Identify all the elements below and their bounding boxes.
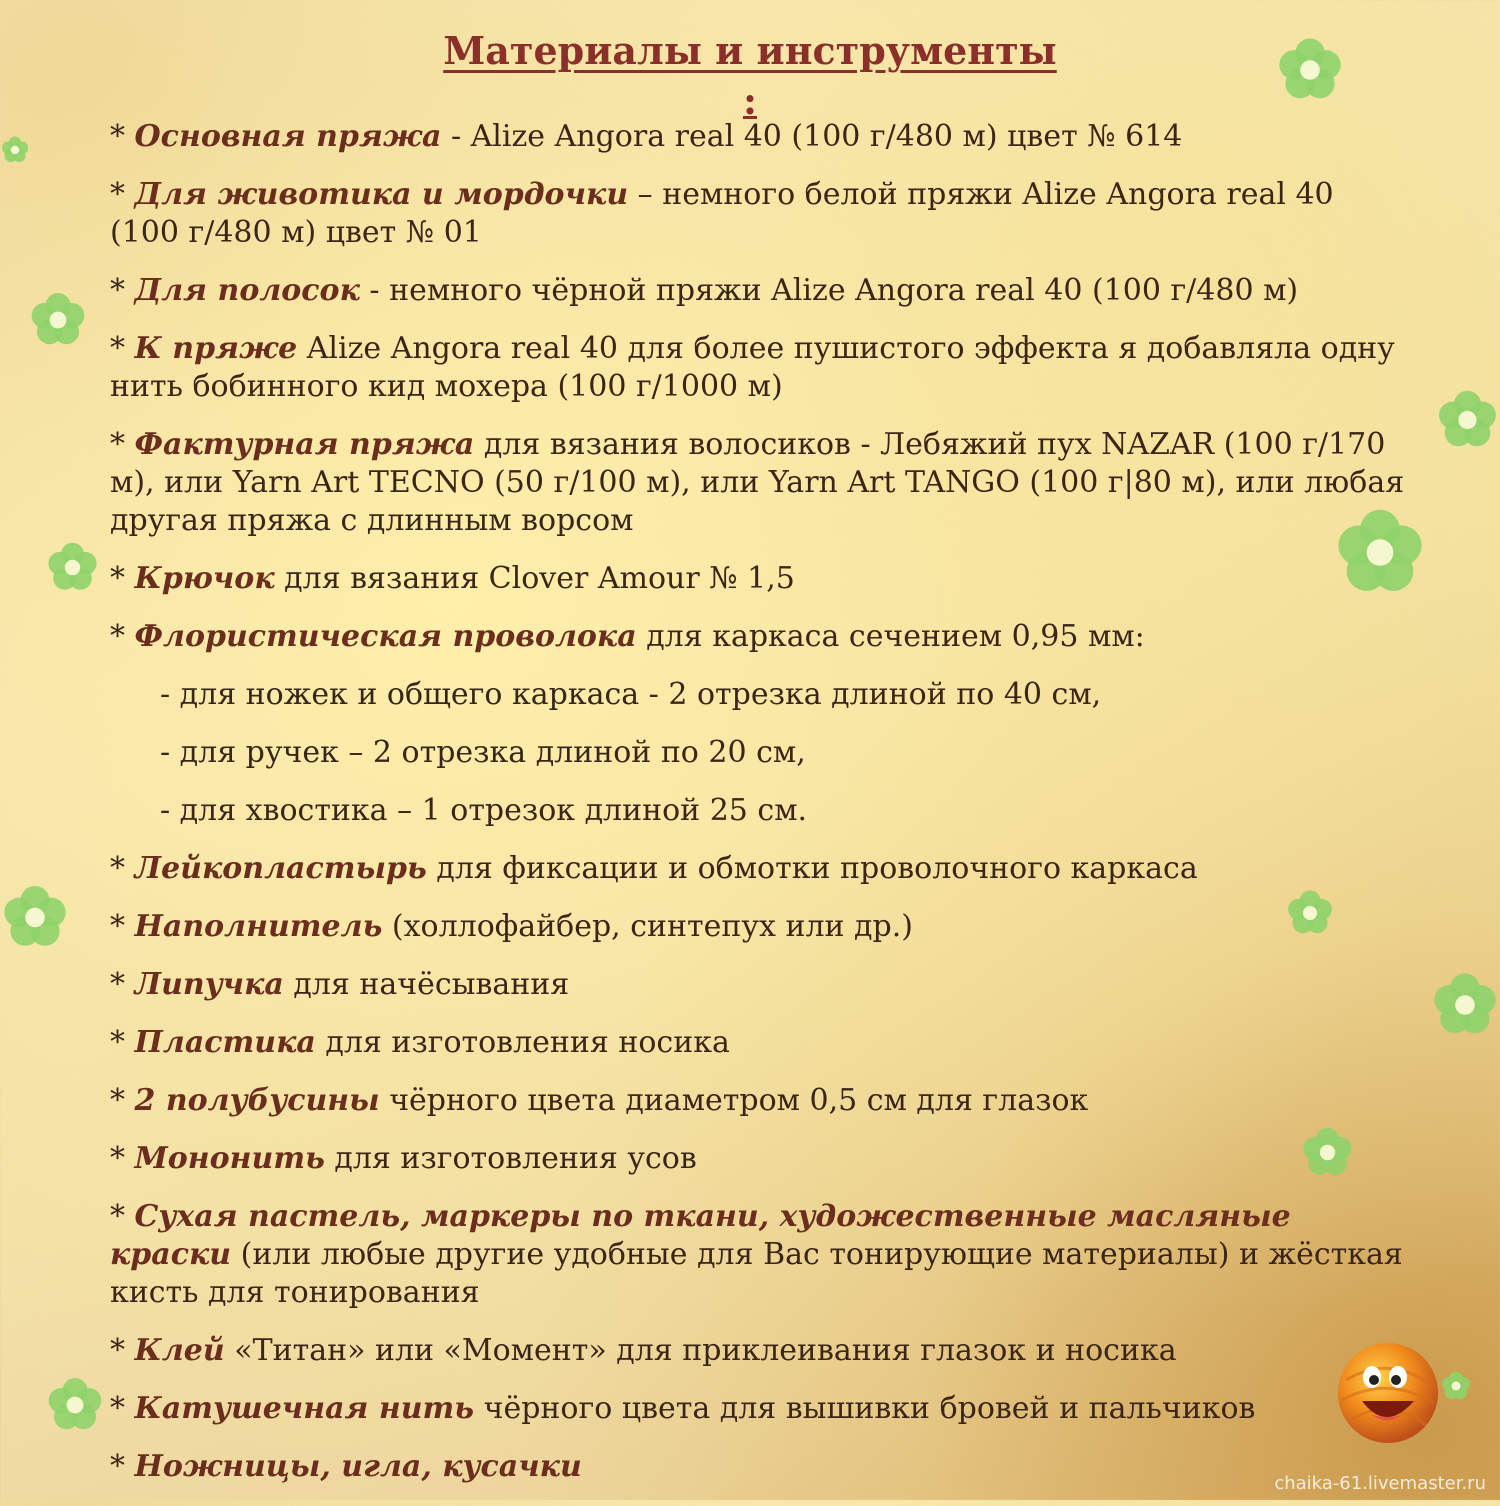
sub-item-text: - для ножек и общего каркаса - 2 отрезка длиной по 40 см, <box>160 677 1102 712</box>
item-term: Наполнитель <box>134 909 383 944</box>
bullet-star: * <box>110 561 135 596</box>
item-text: чёрного цвета для вышивки бровей и пальчиков <box>474 1391 1256 1426</box>
list-item <box>110 426 1410 540</box>
bullet-star: * <box>110 1199 135 1234</box>
item-text: - Alize Angora real 40 (100 г/480 м) цвет № 614 <box>441 119 1183 154</box>
list-item <box>110 966 1410 1004</box>
item-text: – немного белой пряжи Alize Angora real 40 (100 г/480 м) цвет № 01 <box>110 177 1334 250</box>
flower-icon <box>45 1375 105 1435</box>
item-term: Фактурная пряжа <box>134 427 475 462</box>
list-item <box>110 1390 1410 1428</box>
item-term: Пластика <box>134 1025 316 1060</box>
item-term: Ножницы, игла, кусачки <box>134 1449 582 1484</box>
flower-icon <box>1320 505 1440 600</box>
sub-list-item <box>110 734 1410 772</box>
list-item <box>110 1024 1410 1062</box>
item-text: - немного чёрной пряжи Alize Angora real 40 (100 г/480 м) <box>359 273 1299 308</box>
watermark: chaika-61.livemaster.ru <box>1274 1473 1486 1494</box>
list-item <box>110 618 1410 656</box>
bullet-star: * <box>110 427 135 462</box>
sub-list-item <box>110 676 1410 714</box>
item-term: Крючок <box>134 561 275 596</box>
item-text: для начёсывания <box>283 967 570 1002</box>
title-colon: : <box>742 78 758 123</box>
bullet-star: * <box>110 909 135 944</box>
bullet-star: * <box>110 967 135 1002</box>
item-term: Сухая пастель, маркеры по ткани, художественные масляные краски <box>110 1199 1291 1272</box>
item-text: для фиксации и обмотки проволочного каркаса <box>426 851 1198 886</box>
item-text: Alize Angora real 40 для более пушистого эффекта я добавляла одну нить бобинного кид мохера (100 г/1000 м) <box>110 331 1395 404</box>
item-term: Катушечная нить <box>134 1391 475 1426</box>
item-term: Флористическая проволока <box>134 619 637 654</box>
bullet-star: * <box>110 1449 135 1484</box>
page-title: Материалы и инструменты <box>443 28 1057 73</box>
materials-list <box>110 118 1410 1506</box>
item-text: (холлофайбер, синтепух или др.) <box>382 909 913 944</box>
bullet-star: * <box>110 1025 135 1060</box>
flower-icon <box>1275 35 1345 105</box>
list-item <box>110 272 1410 310</box>
item-text: для изготовления носика <box>315 1025 730 1060</box>
flower-icon <box>28 290 88 350</box>
list-item <box>110 1332 1410 1370</box>
item-term: Клей <box>134 1333 225 1368</box>
bullet-star: * <box>110 1391 135 1426</box>
item-term: Для полосок <box>134 273 360 308</box>
list-item <box>110 1082 1410 1120</box>
item-text: «Титан» или «Момент» для приклеивания глазок и носика <box>224 1333 1177 1368</box>
list-item <box>110 1140 1410 1178</box>
item-term: 2 полубусины <box>134 1083 380 1118</box>
flower-icon <box>1285 888 1335 938</box>
item-text: для изготовления усов <box>324 1141 697 1176</box>
flower-icon <box>45 540 100 595</box>
bullet-star: * <box>110 619 135 654</box>
item-term: Липучка <box>134 967 284 1002</box>
item-text: чёрного цвета диаметром 0,5 см для глазок <box>379 1083 1089 1118</box>
bullet-star: * <box>110 1141 135 1176</box>
item-term: Основная пряжа <box>134 119 442 154</box>
list-item <box>110 118 1410 156</box>
item-text: для вязания волосиков - Лебяжий пух NAZAR (100 г/170 м), или Yarn Art TECNO (50 г/100 м), или Yarn Art TANGO (100 г|80 м), или любая другая пряжа с длинным ворсом <box>110 427 1405 538</box>
item-text: для вязания Clover Amour № 1,5 <box>274 561 795 596</box>
item-term: Лейкопластырь <box>134 851 427 886</box>
item-text: (или любые другие удобные для Вас тонирующие материалы) и жёсткая кисть для тонирования <box>110 1237 1403 1310</box>
list-item <box>110 1448 1410 1486</box>
list-item <box>110 850 1410 888</box>
item-text: для каркаса сечением 0,95 мм: <box>636 619 1145 654</box>
list-item <box>110 330 1410 406</box>
smiling-yarn-ball-icon <box>1328 1335 1448 1445</box>
item-term: К пряже <box>134 331 298 366</box>
item-term: Для животика и мордочки <box>134 177 629 212</box>
list-item <box>110 1198 1410 1312</box>
flower-icon <box>1430 950 1500 1060</box>
sub-item-text: - для хвостика – 1 отрезок длиной 25 см. <box>160 793 808 828</box>
bullet-star: * <box>110 177 135 212</box>
bullet-star: * <box>110 1083 135 1118</box>
item-term: Мононить <box>134 1141 325 1176</box>
sub-list-item <box>110 792 1410 830</box>
bullet-star: * <box>110 851 135 886</box>
list-item <box>110 176 1410 252</box>
bullet-star: * <box>110 1333 135 1368</box>
sub-item-text: - для ручек – 2 отрезка длиной по 20 см, <box>160 735 806 770</box>
list-item <box>110 560 1410 598</box>
flower-icon <box>0 870 70 965</box>
bullet-star: * <box>110 273 135 308</box>
bullet-star: * <box>110 119 135 154</box>
flower-icon <box>1300 1125 1355 1180</box>
bullet-star: * <box>110 331 135 366</box>
flower-icon <box>1435 380 1500 460</box>
flower-icon <box>0 125 30 175</box>
list-item <box>110 908 1410 946</box>
